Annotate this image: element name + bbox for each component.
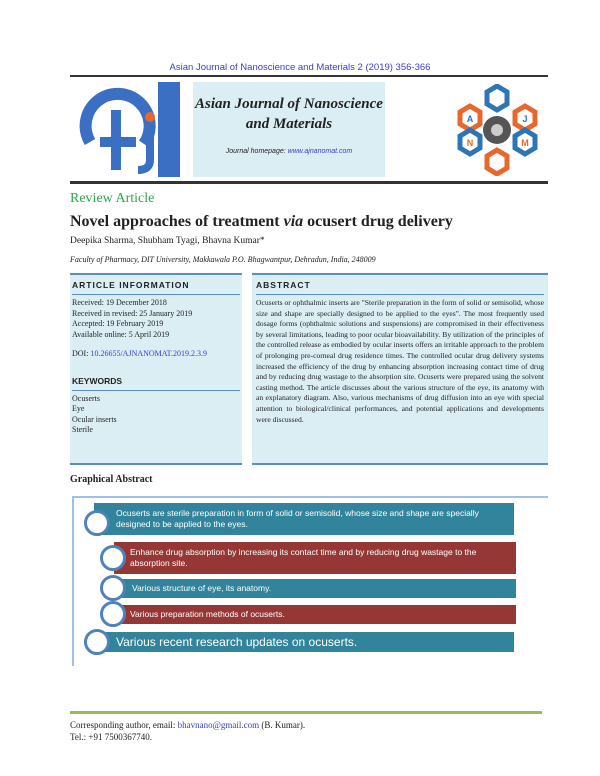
keyword: Eye: [72, 404, 85, 413]
keyword: Sterile: [72, 425, 93, 434]
ga-item-1: Ocuserts are sterile preparation in form of solid or semisolid, whose size and shape are specially designed to be applied to the eyes.: [94, 503, 514, 535]
circle-marker-icon: [100, 545, 126, 571]
footer-rule: [70, 711, 542, 714]
doi: [72, 349, 240, 360]
telephone: Tel.: +91 7500367740.: [70, 732, 152, 742]
affiliation: Faculty of Pharmacy, DIT University, Makkawala P.O. Bhagwantpur, Dehradun, India, 248009: [70, 255, 376, 264]
journal-title: Asian Journal of Nanoscience and Materials: [195, 96, 383, 132]
ga-item-3: Various structure of eye, its anatomy.: [114, 579, 516, 598]
header-rule: [70, 75, 548, 77]
header-rule-bottom: [70, 181, 548, 184]
journal-logo-left: [78, 82, 183, 177]
logo-letter-m: M: [521, 138, 529, 148]
accepted-date: Accepted: 19 February 2019: [72, 319, 164, 328]
running-header: Asian Journal of Nanoscience and Materials 2 (2019) 356-366: [169, 62, 431, 73]
online-date: Available online: 5 April 2019: [72, 329, 170, 339]
title-part: via: [283, 213, 304, 230]
circle-marker-icon: [100, 575, 126, 601]
homepage-link[interactable]: www.ajnanomat.com: [287, 148, 353, 155]
keyword: Ocular inserts: [72, 414, 117, 424]
email-link[interactable]: bhavnano@gmail.com: [177, 720, 260, 730]
title-part: Novel approaches of treatment: [70, 213, 284, 230]
homepage-label: Journal homepage:: [225, 148, 286, 155]
graphical-abstract-heading: Graphical Abstract: [70, 474, 153, 485]
logo-letter-n: N: [466, 138, 474, 148]
logo-letter-a: A: [466, 114, 474, 124]
ga-item-5: Various recent research updates on ocuserts.: [94, 632, 514, 652]
abstract-text: Ocuserts or ophthalmic inserts are "Sterile preparation in the form of solid or semisolid, whose size and shape are specially designed to be applied to the eyes". The most frequently used dosage forms (ophthalmic solutions and suspensions) are compromised in their effectiveness by several limitations, leading to poor ocular bioavailability. By utilization of the principles of the controlled release as embodied by ocular inserts offers an irritable approach to the problem of prolonging pre-corneal drug residence times. The controlled ocular drug delivery systems increased the efficiency of the drug by enhancing absorption increasing contact time of drug and by reducing drug wastage to the absorption site. Ocuserts were prepared using the solvent casting method. The article discusses about the various structure of the eye, its anatomy with an explanatory diagram. Also, various mechanisms of drug diffusion into an eye with special attention to biological/clinical performances, and potential applications and developments were discussed.: [256, 298, 545, 424]
circle-marker-icon: [84, 629, 110, 655]
keywords-heading: KEYWORDS: [72, 376, 240, 391]
corr-name: (B. Kumar).: [259, 720, 306, 730]
article-type: Review Article: [70, 191, 155, 206]
keyword: Ocuserts: [72, 393, 100, 403]
doi-label: DOI:: [72, 349, 91, 358]
ga-item-2: Enhance drug absorption by increasing its contact time and by reducing drug wastage to the absorption site.: [114, 542, 516, 574]
article-information-box: [70, 273, 242, 465]
journal-homepage: [193, 148, 385, 155]
received-date: Received: 19 December 2018: [72, 298, 167, 307]
doi-link[interactable]: 10.26655/AJNANOMAT.2019.2.3.9: [90, 349, 207, 358]
circle-marker-icon: [84, 510, 110, 536]
article-title: [70, 213, 453, 231]
journal-logo-right: [455, 84, 540, 176]
title-part: ocusert drug delivery: [303, 213, 453, 230]
ga-item-4: Various preparation methods of ocuserts.: [114, 605, 516, 624]
revised-date: Received in revised: 25 January 2019: [72, 308, 193, 318]
journal-banner: [193, 82, 385, 177]
abstract-box: [252, 273, 548, 465]
abstract-heading: ABSTRACT: [256, 280, 544, 295]
article-info-heading: ARTICLE INFORMATION: [72, 280, 240, 295]
authors: Deepika Sharma, Shubham Tyagi, Bhavna Kumar*: [70, 236, 265, 246]
logo-letter-j: J: [522, 114, 528, 124]
graphical-abstract: [72, 496, 548, 666]
corr-label: Corresponding author, email:: [70, 720, 178, 730]
corresponding-author: [70, 719, 305, 743]
circle-marker-icon: [100, 601, 126, 627]
